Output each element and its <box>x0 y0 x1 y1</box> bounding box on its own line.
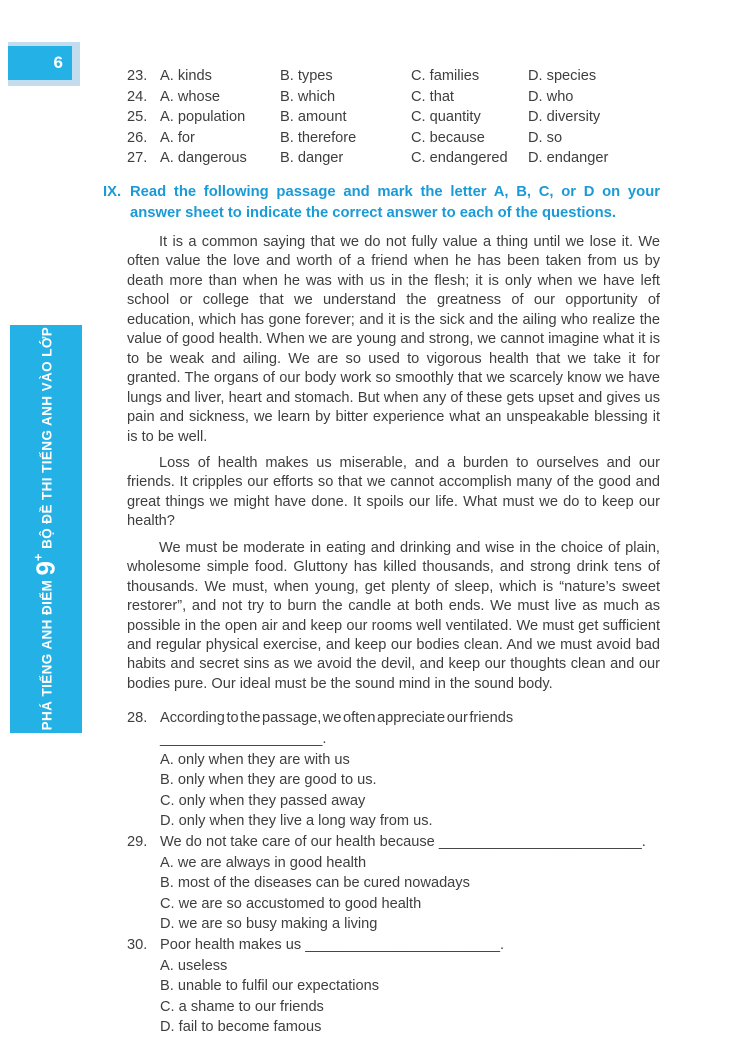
option-c: C. because <box>411 129 485 146</box>
question-number: 27. <box>127 150 148 167</box>
book-title-part1: ĐỘT PHÁ TIẾNG ANH ĐIỂM <box>39 579 55 765</box>
option-c: C. quantity <box>411 109 481 126</box>
book-title-grade9: 9 <box>30 561 61 576</box>
question-text: According to the passage, we often appreciate our friends ____________________. <box>160 710 514 747</box>
option-d: D. so <box>528 129 563 146</box>
mcq-row-25 <box>127 107 660 128</box>
book-title-sidebar <box>10 293 82 765</box>
option-d: D. endanger <box>528 150 609 167</box>
option-c: C. only when they passed away <box>160 792 366 809</box>
passage-paragraph-2: Loss of health makes us miserable, and a burden to ourselves and our friends. It cripples our efforts so that we cannot accomplish many of the good and great things we might have done. It spoils our life. What must we do to keep our health? <box>127 454 660 530</box>
question-number: 24. <box>127 88 148 105</box>
option-b: B. unable to fulfil our expectations <box>160 978 380 995</box>
option-a: A. useless <box>160 957 228 974</box>
option-a: A. for <box>160 129 195 146</box>
question-29 <box>127 832 660 935</box>
question-number: 29. <box>127 833 148 850</box>
book-title-vertical-text <box>31 294 62 765</box>
option-a: A. whose <box>160 88 221 105</box>
option-b: B. therefore <box>280 129 357 146</box>
question-text: Poor health makes us ________________________. <box>160 936 505 953</box>
book-title-grade10: 10 <box>30 293 61 323</box>
question-number: 26. <box>127 129 148 146</box>
question-30 <box>127 935 660 1038</box>
question-number: 23. <box>127 68 148 84</box>
option-a: A. we are always in good health <box>160 854 367 871</box>
mcq-row-23 <box>127 66 660 87</box>
question-number: 25. <box>127 109 148 126</box>
question-text: We do not take care of our health because _________________________. <box>160 833 646 850</box>
question-28 <box>127 708 660 832</box>
option-d: D. species <box>528 68 597 84</box>
mcq-grid-23-27 <box>127 66 660 169</box>
page-number-badge <box>8 42 80 86</box>
option-d: D. who <box>528 88 574 105</box>
passage-paragraph-3: We must be moderate in eating and drinking and wise in the choice of plain, wholesome simple food. Gluttony has killed thousands, and strong drink tens of thousands. We must, when young, get plenty of sleep, which is “nature’s sweet restorer”, and not try to burn the candle at both ends. We must live as much as possible in the open air and keep our rooms well ventilated. We must get sufficient and regular physical exercise, and keep our bodies clean. And we must avoid bad habits and secret sins as we avoid the devil, and keep our thoughts clean and our bodies pure. Our ideal must be the sound mind in the sound body. <box>127 539 660 692</box>
option-c: C. we are so accustomed to good health <box>160 895 422 912</box>
option-c: C. families <box>411 68 480 84</box>
option-c: C. a shame to our friends <box>160 998 324 1015</box>
question-stem <box>127 832 660 853</box>
option-b: B. most of the diseases can be cured nowadays <box>160 875 470 892</box>
book-title-part2: BỘ ĐỀ THI TIẾNG ANH VÀO LỚP <box>39 326 55 549</box>
option-b: B. amount <box>280 109 347 126</box>
page-number: 6 <box>8 46 72 80</box>
book-title-plus: + <box>30 553 46 562</box>
option-c: C. endangered <box>411 150 508 167</box>
option-b: B. types <box>280 68 333 84</box>
question-number: 30. <box>127 936 148 953</box>
option-a: A. dangerous <box>160 150 247 167</box>
passage-paragraph-1: It is a common saying that we do not fully value a thing until we lose it. We often value the love and worth of a friend when he has been taken from us by death more than when he was with us in the flesh; it is only when we have left school or college that we understand the greatness of our opportunity of education, which has gone forever; and it is the sick and the ailing who realize the value of good health. When we are young and strong, we cannot imagine what it is to be weak and ailing. We are so used to vigorous health that we take it for granted. The organs of our body work so smoothly that we scarcely know we have lungs and liver, heart and stomach. But when any of these gets upset and gives us pain and sickness, we learn by bitter experience what an unspeakable blessing it is to be well. <box>127 233 660 445</box>
main-content <box>103 66 660 1038</box>
option-a: A. only when they are with us <box>160 751 350 768</box>
option-d: D. fail to become famous <box>160 1019 322 1036</box>
section-numeral: IX. <box>103 183 122 200</box>
question-stem <box>127 935 660 956</box>
option-b: B. only when they are good to us. <box>160 772 377 789</box>
mcq-row-24 <box>127 87 660 108</box>
option-d: D. diversity <box>528 109 601 126</box>
option-c: C. that <box>411 88 454 105</box>
section-heading <box>103 182 660 224</box>
question-stem <box>127 708 660 749</box>
mcq-row-26 <box>127 128 660 149</box>
option-a: A. kinds <box>160 68 212 84</box>
option-b: B. which <box>280 88 336 105</box>
reading-passage <box>127 233 660 694</box>
section-instruction: Read the following passage and mark the letter A, B, C, or D on your answer sheet to indicate the correct answer to each of the questions. <box>130 183 660 221</box>
option-d: D. we are so busy making a living <box>160 916 378 933</box>
comprehension-questions <box>127 708 660 1038</box>
question-number: 28. <box>127 710 148 727</box>
option-a: A. population <box>160 109 246 126</box>
option-d: D. only when they live a long way from us. <box>160 813 433 830</box>
mcq-row-27 <box>127 148 660 169</box>
option-b: B. danger <box>280 150 344 167</box>
